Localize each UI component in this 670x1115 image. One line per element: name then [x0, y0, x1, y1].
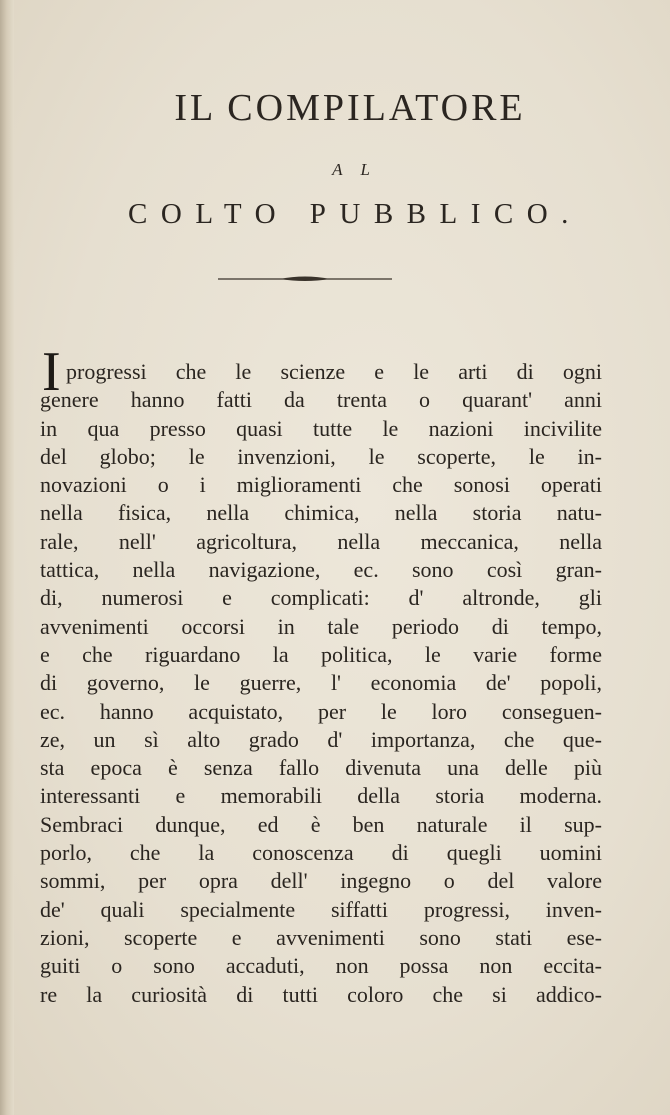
text-line: Sembraci dunque, ed è ben naturale il sup-	[40, 811, 602, 837]
text-line: interessanti e memorabili della storia moderna.	[40, 783, 602, 809]
text-line: de' quali specialmente siffatti progressi, inven-	[40, 896, 602, 922]
drop-cap: I	[42, 341, 61, 403]
text-line: tattica, nella navigazione, ec. sono così gran-	[40, 557, 602, 583]
text-line: re la curiosità di tutti coloro che si addico-	[40, 981, 602, 1007]
text-line: genere hanno fatti da trenta o quarant' anni	[40, 387, 602, 413]
title-connector: AL	[332, 160, 388, 179]
text-line: rale, nell' agricoltura, nella meccanica, nella	[40, 528, 602, 554]
text-line: ec. hanno acquistato, per le loro conseguen-	[40, 698, 602, 724]
text-line: guiti o sono accaduti, non possa non eccita-	[40, 953, 602, 979]
text-line: sommi, per opra dell' ingegno o del valore	[40, 868, 602, 894]
ornamental-rule	[218, 274, 392, 284]
body-paragraph	[40, 341, 602, 1009]
text-line: novazioni o i miglioramenti che sonosi operati	[40, 472, 602, 498]
text-line: di governo, le guerre, l' economia de' popoli,	[40, 670, 602, 696]
text-line: zioni, scoperte e avvenimenti sono stati ese-	[40, 924, 602, 950]
text-line: progressi che le scienze e le arti di ogni	[66, 359, 602, 384]
text-line: di, numerosi e complicati: d' altronde, gli	[40, 585, 602, 611]
text-line: e che riguardano la politica, le varie forme	[40, 641, 602, 667]
text-line: del globo; le invenzioni, le scoperte, le in-	[40, 443, 602, 469]
text-line: ze, un sì alto grado d' importanza, che que-	[40, 726, 602, 752]
text-line: avvenimenti occorsi in tale periodo di tempo,	[40, 613, 602, 639]
page-title: IL COMPILATORE	[174, 87, 526, 129]
page-subtitle: COLTO PUBBLICO.	[128, 198, 582, 230]
text-line: in qua presso quasi tutte le nazioni incivilite	[40, 415, 602, 441]
text-line: nella fisica, nella chimica, nella storia natu-	[40, 500, 602, 526]
text-line: sta epoca è senza fallo divenuta una delle più	[40, 755, 602, 781]
text-line: porlo, che la conoscenza di quegli uomini	[40, 840, 602, 866]
